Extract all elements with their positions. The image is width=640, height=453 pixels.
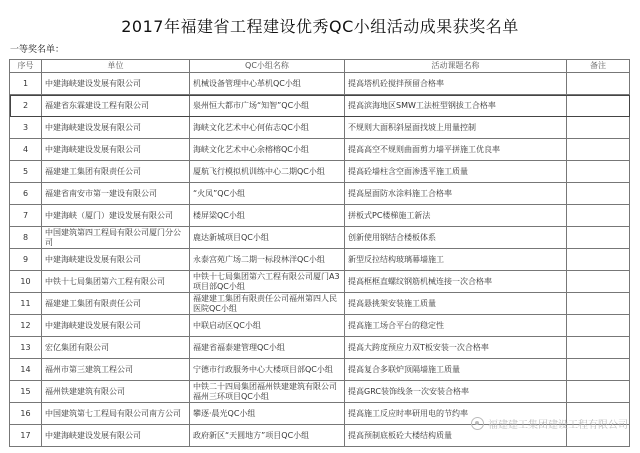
cell-unit: 福建省东霖建设工程有限公司: [42, 95, 190, 117]
cell-seq: 11: [10, 293, 42, 315]
cell-group: 楼屏梁QC小组: [190, 205, 345, 227]
table-row: [10, 315, 630, 337]
cell-seq: 3: [10, 117, 42, 139]
cell-group: 中铁二十四局集团福州铁建建筑有限公司福州三环项目QC小组: [190, 381, 345, 403]
cell-remark: [567, 139, 630, 161]
cell-group: 厦航飞行模拟机训练中心二期QC小组: [190, 161, 345, 183]
table-row: [10, 117, 630, 139]
cell-seq: 2: [10, 95, 42, 117]
cell-group: 海峡文化艺术中心余榕榕QC小组: [190, 139, 345, 161]
cell-group: 永泰宫苑广场二期一标段林洋QC小组: [190, 249, 345, 271]
cell-topic: 提高滨海地区SMW工法桩型钢拔工合格率: [345, 95, 567, 117]
table-row: [10, 205, 630, 227]
cell-topic: 新型反拉结构玻璃幕墙施工: [345, 249, 567, 271]
cell-seq: 13: [10, 337, 42, 359]
table-row-highlighted: [10, 95, 630, 117]
cell-group: 宁德市行政服务中心大楼项目部QC小组: [190, 359, 345, 381]
wechat-logo-icon: [471, 417, 484, 430]
cell-remark: [567, 293, 630, 315]
header-remark: 备注: [567, 60, 630, 73]
cell-remark: [567, 271, 630, 293]
watermark-text: 福建建工集团建设工程有限公司: [488, 420, 628, 431]
cell-unit: 中国建筑第四工程局有限公司厦门分公司: [42, 227, 190, 249]
cell-group: 福建建工集团有限责任公司福州第四人民医院QC小组: [190, 293, 345, 315]
cell-unit: 福建建工集团有限责任公司: [42, 293, 190, 315]
cell-seq: 9: [10, 249, 42, 271]
table-row: [10, 161, 630, 183]
table-row: [10, 381, 630, 403]
cell-unit: 中建海峡建设发展有限公司: [42, 117, 190, 139]
cell-unit: 中建海峡建设发展有限公司: [42, 139, 190, 161]
header-group: QC小组名称: [190, 60, 345, 73]
cell-seq: 8: [10, 227, 42, 249]
cell-topic: 提高塔机砼搅拌预留合格率: [345, 73, 567, 95]
cell-unit: 福州铁建建筑有限公司: [42, 381, 190, 403]
table-header-row: [10, 60, 630, 73]
section-subtitle: 一等奖名单：: [10, 45, 65, 55]
cell-topic: 提高高空不规则曲面剪力墙平拼施工优良率: [345, 139, 567, 161]
cell-unit: 中建海峡建设发展有限公司: [42, 425, 190, 447]
cell-unit: 福建建工集团有限责任公司: [42, 161, 190, 183]
cell-topic: 提高悬挑架安装施工质量: [345, 293, 567, 315]
cell-topic: 提高屋面防水涂料施工合格率: [345, 183, 567, 205]
header-unit: 单位: [42, 60, 190, 73]
table-row: [10, 227, 630, 249]
cell-topic: 不规则大面积斜屋面找坡上用量控制: [345, 117, 567, 139]
table-row: [10, 271, 630, 293]
table-row: [10, 139, 630, 161]
cell-group: 海峡文化艺术中心何佑志QC小组: [190, 117, 345, 139]
cell-unit: 中建海峡建设发展有限公司: [42, 249, 190, 271]
cell-topic: 提高大跨度预应力双T板安装一次合格率: [345, 337, 567, 359]
cell-seq: 10: [10, 271, 42, 293]
cell-group: 福建省福泰建管理QC小组: [190, 337, 345, 359]
cell-topic: 提高砼墙柱含空面渗透平施工质量: [345, 161, 567, 183]
cell-remark: [567, 337, 630, 359]
cell-group: 机械设备管理中心革机QC小组: [190, 73, 345, 95]
awards-table: [9, 59, 630, 447]
cell-unit: 中建海峡建设发展有限公司: [42, 315, 190, 337]
cell-remark: [567, 95, 630, 117]
cell-remark: [567, 227, 630, 249]
cell-unit: 中国建筑第七工程局有限公司南方公司: [42, 403, 190, 425]
cell-unit: 中铁十七局集团第六工程有限公司: [42, 271, 190, 293]
cell-group: 中联启动区QC小组: [190, 315, 345, 337]
cell-unit: 福州市第三建筑工程公司: [42, 359, 190, 381]
cell-topic: 提高施工反应时率研用电的节约率: [345, 403, 567, 425]
cell-unit: 中建海峡（厦门）建设发展有限公司: [42, 205, 190, 227]
page-title: 2017年福建省工程建设优秀QC小组活动成果获奖名单: [121, 17, 519, 36]
table-row: [10, 249, 630, 271]
cell-seq: 16: [10, 403, 42, 425]
cell-topic: 提高GRC装饰线条一次安装合格率: [345, 381, 567, 403]
cell-topic: 拼板式PC楼梯施工新法: [345, 205, 567, 227]
cell-group: “火凤”QC小组: [190, 183, 345, 205]
cell-remark: [567, 205, 630, 227]
header-topic: 活动课题名称: [345, 60, 567, 73]
cell-group: 攀逐·晨光QC小组: [190, 403, 345, 425]
cell-seq: 17: [10, 425, 42, 447]
cell-group: 政府新区“天圆地方”项目QC小组: [190, 425, 345, 447]
cell-unit: 福建省南安市第一建设有限公司: [42, 183, 190, 205]
cell-group: 中铁十七局集团第六工程有限公司厦门A3项目部QC小组: [190, 271, 345, 293]
cell-seq: 5: [10, 161, 42, 183]
cell-group: 泉州恒大都市广场“知智”QC小组: [190, 95, 345, 117]
cell-topic: 创新使用钢结合楼板体系: [345, 227, 567, 249]
cell-seq: 1: [10, 73, 42, 95]
cell-topic: 提高复合多联炉顶隔墙施工质量: [345, 359, 567, 381]
cell-seq: 12: [10, 315, 42, 337]
cell-seq: 15: [10, 381, 42, 403]
header-seq: 序号: [10, 60, 42, 73]
cell-remark: [567, 381, 630, 403]
cell-topic: 提高施工场合平台的稳定性: [345, 315, 567, 337]
cell-unit: 中建海峡建设发展有限公司: [42, 73, 190, 95]
cell-remark: [567, 161, 630, 183]
cell-group: 鹿达新城项目QC小组: [190, 227, 345, 249]
cell-topic: 提高框框直螺纹钢筋机械连接一次合格率: [345, 271, 567, 293]
cell-remark: [567, 73, 630, 95]
cell-seq: 4: [10, 139, 42, 161]
cell-seq: 14: [10, 359, 42, 381]
cell-remark: [567, 249, 630, 271]
cell-remark: [567, 359, 630, 381]
cell-seq: 6: [10, 183, 42, 205]
awards-table-body: [10, 73, 630, 447]
cell-remark: [567, 315, 630, 337]
cell-unit: 宏亿集团有限公司: [42, 337, 190, 359]
table-row: [10, 293, 630, 315]
watermark: [471, 416, 628, 431]
table-row: [10, 337, 630, 359]
cell-remark: [567, 183, 630, 205]
cell-topic: 提高预制底板砼大楼结构质量: [345, 425, 567, 447]
cell-remark: [567, 117, 630, 139]
cell-seq: 7: [10, 205, 42, 227]
table-row: [10, 183, 630, 205]
table-row: [10, 359, 630, 381]
table-row: [10, 73, 630, 95]
